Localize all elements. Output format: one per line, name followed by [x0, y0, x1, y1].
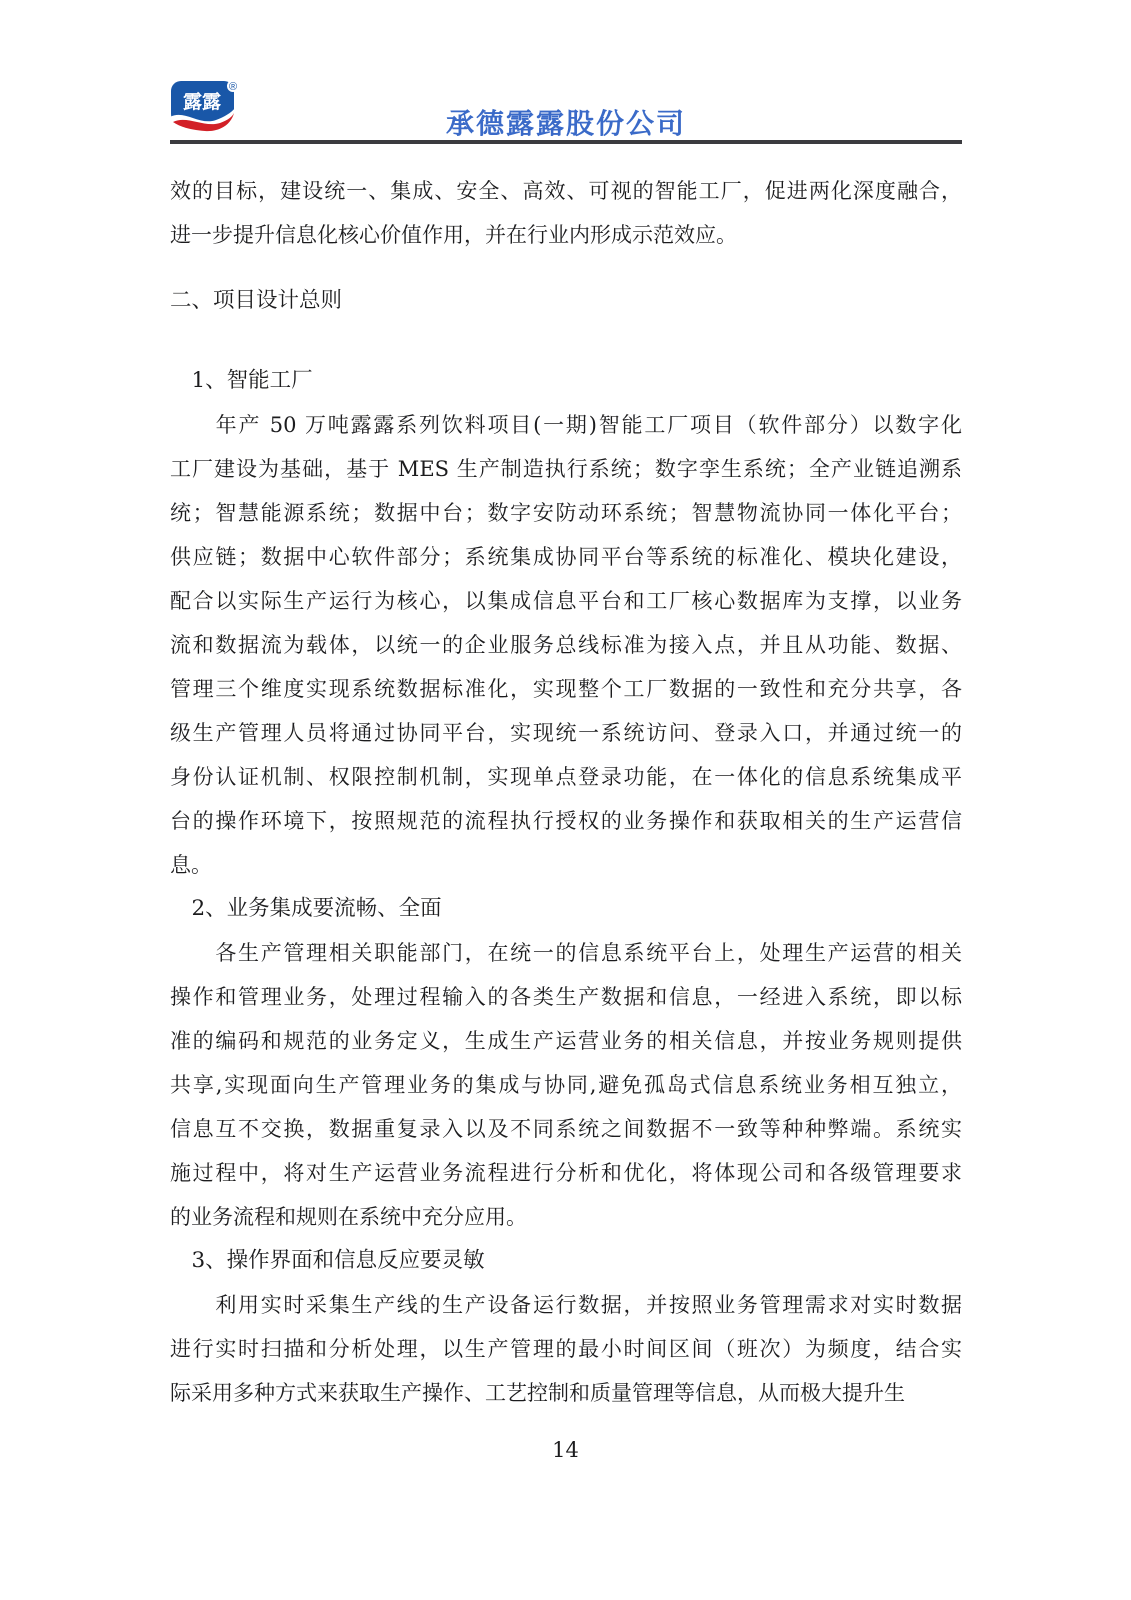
- text-line: 配合以实际生产运行为核心，以集成信息平台和工厂核心数据库为支撑，以业务: [170, 589, 962, 613]
- text-line: 效的目标，建设统一、集成、安全、高效、可视的智能工厂，促进两化深度融合，: [170, 179, 962, 203]
- text-line: 统；智慧能源系统；数据中台；数字安防动环系统；智慧物流协同一体化平台；: [170, 501, 962, 525]
- text-line: 1、智能工厂: [170, 368, 313, 393]
- heading-sub: [170, 359, 962, 403]
- text-line: 各生产管理相关职能部门，在统一的信息系统平台上，处理生产运营的相关: [170, 941, 962, 965]
- heading-sub: [170, 1239, 962, 1283]
- text-line: 2、业务集成要流畅、全面: [170, 896, 442, 921]
- text-line: 施过程中，将对生产运营业务流程进行分析和优化，将体现公司和各级管理要求: [170, 1161, 962, 1185]
- text-line: 管理三个维度实现系统数据标准化，实现整个工厂数据的一致性和充分共享，各: [170, 677, 962, 701]
- text-line: 息。: [170, 853, 212, 877]
- text-line: 工厂建设为基础，基于 MES 生产制造执行系统；数字孪生系统；全产业链追溯系: [170, 457, 962, 481]
- text-line: 进一步提升信息化核心价值作用，并在行业内形成示范效应。: [170, 223, 737, 247]
- paragraph: [170, 169, 962, 257]
- text-line: 准的编码和规范的业务定义，生成生产运营业务的相关信息，并按业务规则提供: [170, 1029, 962, 1053]
- heading-section: [170, 279, 962, 323]
- document-body: [170, 169, 962, 1415]
- text-line: 信息互不交换，数据重复录入以及不同系统之间数据不一致等种种弊端。系统实: [170, 1117, 962, 1141]
- company-name-title: 承德露露股份公司: [445, 108, 686, 139]
- text-line: 际采用多种方式来获取生产操作、工艺控制和质量管理等信息，从而极大提升生: [170, 1381, 905, 1405]
- header-divider: [170, 140, 962, 144]
- heading-sub: [170, 887, 962, 931]
- text-line: 3、操作界面和信息反应要灵敏: [170, 1248, 485, 1273]
- text-line: 级生产管理人员将通过协同平台，实现统一系统访问、登录入口，并通过统一的: [170, 721, 962, 745]
- text-line: 台的操作环境下，按照规范的流程执行授权的业务操作和获取相关的生产运营信: [170, 809, 962, 833]
- text-line: 流和数据流为载体，以统一的企业服务总线标准为接入点，并且从功能、数据、: [170, 633, 962, 657]
- registered-trademark-icon: ®: [228, 81, 238, 93]
- text-line: 进行实时扫描和分析处理，以生产管理的最小时间区间（班次）为频度，结合实: [170, 1337, 962, 1361]
- page-number: 14: [552, 1438, 579, 1462]
- text-line: 供应链；数据中心软件部分；系统集成协同平台等系统的标准化、模块化建设，: [170, 545, 962, 569]
- text-line: 年产 50 万吨露露系列饮料项目(一期)智能工厂项目（软件部分）以数字化: [170, 413, 962, 437]
- paragraph: [170, 1283, 962, 1415]
- paragraph: [170, 931, 962, 1239]
- text-line: 二、项目设计总则: [170, 288, 343, 313]
- page-header: [170, 78, 962, 144]
- text-line: 利用实时采集生产线的生产设备运行数据，并按照业务管理需求对实时数据: [170, 1293, 962, 1317]
- text-line: 操作和管理业务，处理过程输入的各类生产数据和信息，一经进入系统，即以标: [170, 985, 962, 1009]
- text-line: 的业务流程和规则在系统中充分应用。: [170, 1205, 527, 1229]
- paragraph: [170, 403, 962, 887]
- logo-brand-text: 露露: [182, 91, 222, 113]
- text-line: 共享,实现面向生产管理业务的集成与协同,避免孤岛式信息系统业务相互独立，: [170, 1073, 962, 1097]
- text-line: 身份认证机制、权限控制机制，实现单点登录功能，在一体化的信息系统集成平: [170, 765, 962, 789]
